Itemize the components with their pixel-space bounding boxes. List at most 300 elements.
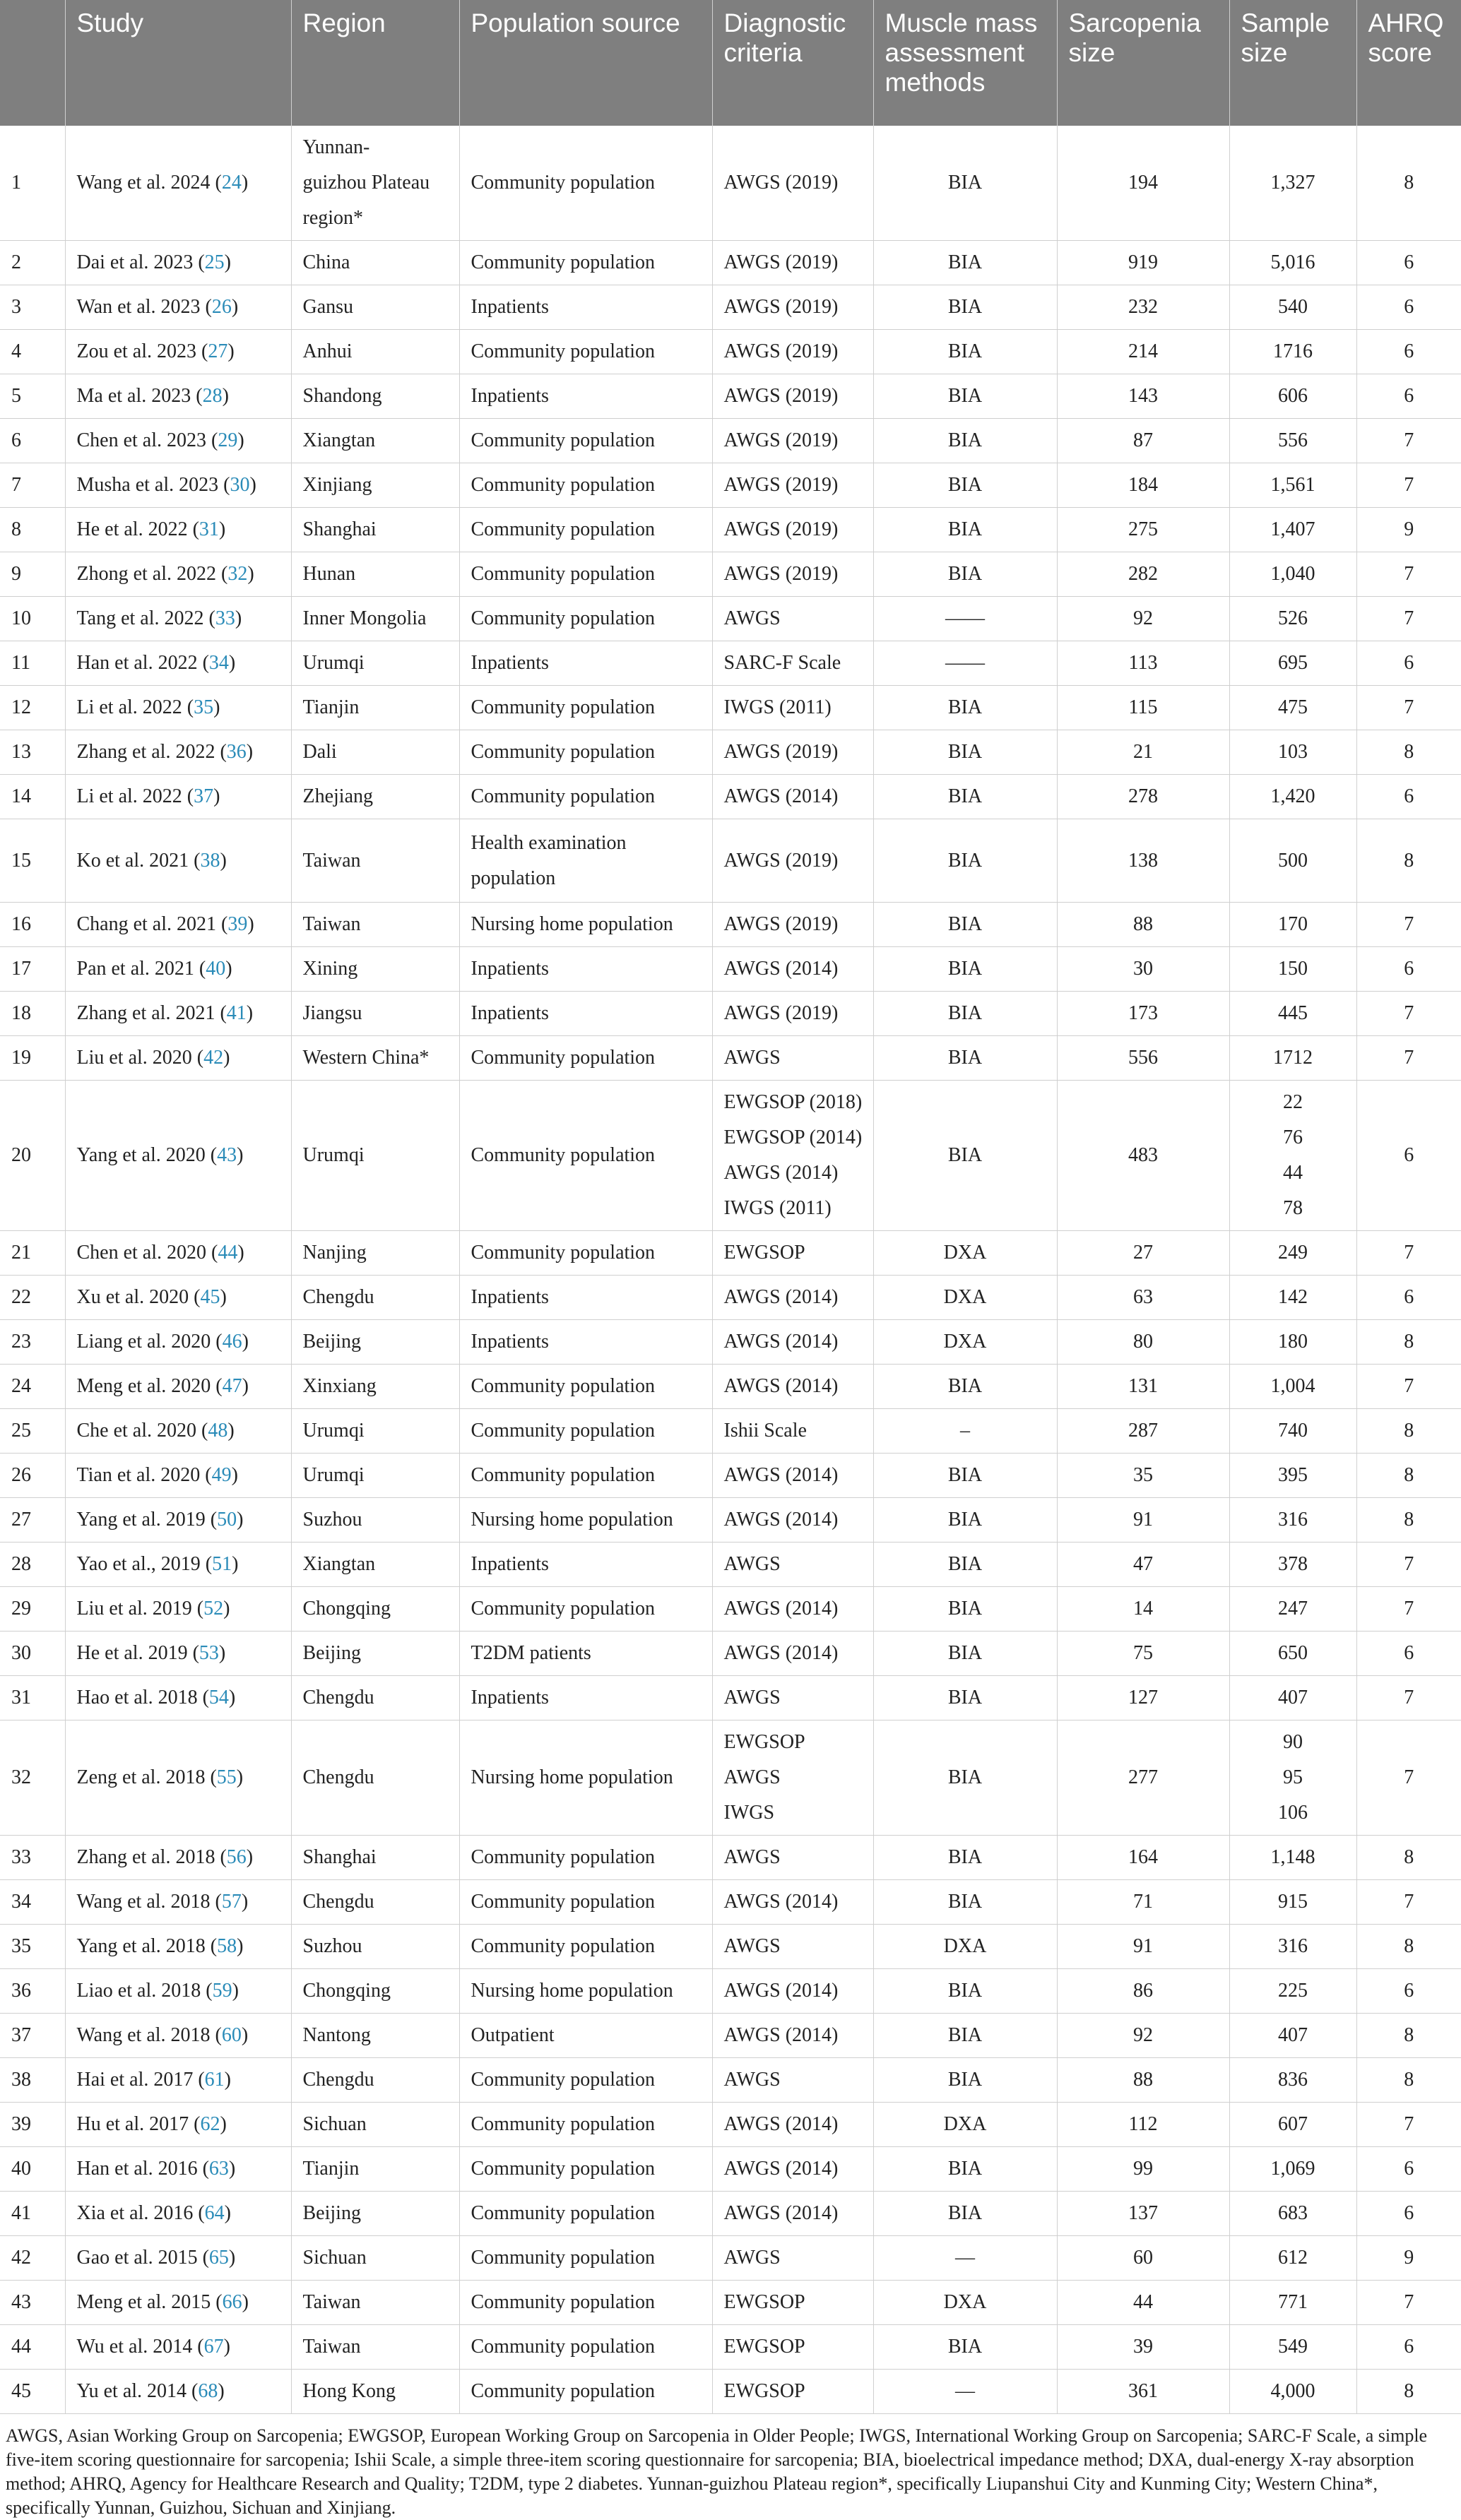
cell-text: 8 (1404, 1464, 1414, 1486)
cell-line: AWGS (2019) (723, 340, 839, 362)
table-row (0, 686, 1461, 730)
cell-population-source (459, 2103, 712, 2147)
cell-text: BIA (947, 2202, 983, 2224)
cell-text: – (960, 1420, 970, 1442)
cell-line: Health examination (471, 831, 627, 854)
cell-line: 180 (1278, 1331, 1308, 1353)
cell-population-source (459, 1676, 712, 1720)
reference-link[interactable]: 57 (221, 1891, 242, 1913)
cell-line: Community population (471, 340, 656, 362)
cell-line: Taiwan (302, 2291, 361, 2313)
cell-diagnostic-criteria (712, 597, 873, 641)
cell-text: 8 (1404, 741, 1414, 763)
cell-sample-size (1229, 1587, 1356, 1632)
reference-link[interactable]: 45 (200, 1286, 220, 1308)
cell-diagnostic-criteria (712, 1498, 873, 1543)
cell-sarcopenia-size (1057, 1836, 1229, 1880)
cell-text: 99 (1133, 2158, 1153, 2180)
cell-line: 5,016 (1270, 251, 1315, 273)
study-author: Yang et al. 2019 (76, 1509, 206, 1531)
reference-link[interactable]: 54 (208, 1687, 229, 1708)
cell-line: Community population (471, 2247, 656, 2269)
cell-region (291, 419, 459, 463)
cell-line: AWGS (2019) (723, 563, 839, 585)
cell-text: 483 (1128, 1144, 1158, 1166)
cell-sample-size (1229, 597, 1356, 641)
cell-text: 7 (1404, 1047, 1414, 1069)
cell-sarcopenia-size (1057, 1036, 1229, 1081)
cell-population-source (459, 2147, 712, 2192)
cell-ahrq-score (1356, 2058, 1461, 2103)
cell-line: Chengdu (302, 2069, 374, 2091)
cell-muscle-mass-method (873, 374, 1057, 419)
cell-index (0, 1587, 65, 1632)
cell-ahrq-score (1356, 126, 1461, 241)
cell-text: 15 (11, 849, 31, 872)
cell-sample-size (1229, 1454, 1356, 1498)
cell-text: 32 (11, 1766, 31, 1788)
cell-text: 8 (1404, 1331, 1414, 1353)
study-author: Yu et al. 2014 (76, 2380, 187, 2402)
reference-link[interactable]: 38 (200, 849, 220, 872)
cell-text: 4 (11, 340, 21, 362)
cell-study: Hu et al. 2017 (62) (65, 2103, 291, 2147)
cell-sample-size (1229, 2192, 1356, 2236)
cell-population-source (459, 2325, 712, 2370)
cell-text: 36 (11, 1980, 31, 2002)
cell-muscle-mass-method (873, 2147, 1057, 2192)
cell-study: Yang et al. 2020 (43) (65, 1081, 291, 1231)
cell-text: 7 (1404, 1375, 1414, 1397)
cell-sarcopenia-size (1057, 947, 1229, 992)
cell-text: 8 (1404, 2069, 1414, 2091)
header-row (0, 0, 1461, 126)
cell-sarcopenia-size (1057, 2192, 1229, 2236)
table-body (0, 126, 1461, 2414)
cell-muscle-mass-method (873, 1543, 1057, 1587)
study-author: Tian et al. 2020 (76, 1464, 201, 1486)
cell-line: 76 (1283, 1127, 1303, 1148)
cell-muscle-mass-method (873, 947, 1057, 992)
cell-muscle-mass-method (873, 2192, 1057, 2236)
cell-sarcopenia-size (1057, 285, 1229, 330)
cell-text: 43 (11, 2291, 31, 2313)
cell-text: 28 (11, 1553, 31, 1575)
reference-link[interactable]: 28 (202, 385, 223, 407)
reference-link[interactable]: 52 (203, 1598, 224, 1619)
cell-line: Community population (471, 1935, 656, 1957)
cell-text: 112 (1128, 2113, 1158, 2135)
cell-line: AWGS (723, 1553, 781, 1575)
cell-study: Yu et al. 2014 (68) (65, 2370, 291, 2414)
reference-link[interactable]: 48 (208, 1420, 228, 1442)
cell-region (291, 2058, 459, 2103)
cell-region (291, 2103, 459, 2147)
cell-diagnostic-criteria (712, 1587, 873, 1632)
header-sarcopenia-size: Sarcopenia size (1057, 0, 1229, 126)
table-row (0, 1498, 1461, 1543)
cell-text: 6 (1404, 2202, 1414, 2224)
reference-link[interactable]: 29 (218, 429, 238, 451)
cell-index (0, 508, 65, 552)
cell-region (291, 686, 459, 730)
reference-link[interactable]: 68 (198, 2380, 218, 2402)
cell-sample-size (1229, 1925, 1356, 1969)
reference-link[interactable]: 56 (226, 1846, 247, 1868)
cell-ahrq-score (1356, 597, 1461, 641)
cell-ahrq-score (1356, 2103, 1461, 2147)
cell-study: Hai et al. 2017 (61) (65, 2058, 291, 2103)
cell-line: 95 (1283, 1766, 1303, 1788)
cell-index (0, 947, 65, 992)
cell-sarcopenia-size (1057, 2058, 1229, 2103)
cell-sample-size (1229, 1880, 1356, 1925)
reference-link[interactable]: 61 (204, 2069, 225, 2091)
cell-line: AWGS (2019) (723, 849, 839, 872)
cell-text: 8 (1404, 1509, 1414, 1531)
reference-link[interactable]: 24 (221, 172, 242, 194)
cell-text: 6 (1404, 251, 1414, 273)
cell-sample-size (1229, 419, 1356, 463)
cell-diagnostic-criteria (712, 775, 873, 819)
cell-text: 7 (1404, 913, 1414, 935)
cell-text: 21 (1133, 741, 1153, 763)
study-author: Pan et al. 2021 (76, 958, 194, 980)
reference-link[interactable]: 25 (204, 251, 225, 273)
reference-link[interactable]: 59 (212, 1980, 232, 2002)
cell-text: 20 (11, 1144, 31, 1166)
cell-line: Inpatients (471, 296, 549, 318)
cell-text: 91 (1133, 1935, 1153, 1957)
cell-line: AWGS (723, 1935, 781, 1957)
cell-line: AWGS (2014) (723, 2158, 839, 2180)
cell-text: 8 (1404, 1846, 1414, 1868)
cell-line: 316 (1278, 1935, 1308, 1957)
reference-link[interactable]: 65 (208, 2247, 229, 2269)
reference-link[interactable]: 30 (230, 474, 250, 496)
cell-line: 316 (1278, 1509, 1308, 1531)
cell-text: 7 (1404, 2113, 1414, 2135)
cell-population-source (459, 2370, 712, 2414)
cell-line: 475 (1278, 696, 1308, 718)
reference-link[interactable]: 40 (206, 958, 226, 980)
study-author: Liang et al. 2020 (76, 1331, 211, 1353)
study-author: Musha et al. 2023 (76, 474, 219, 496)
cell-sarcopenia-size (1057, 2014, 1229, 2058)
cell-study: Zou et al. 2023 (27) (65, 330, 291, 374)
cell-sample-size (1229, 285, 1356, 330)
table-row (0, 819, 1461, 903)
cell-muscle-mass-method (873, 508, 1057, 552)
reference-link[interactable]: 53 (199, 1642, 219, 1664)
cell-muscle-mass-method (873, 285, 1057, 330)
reference-link[interactable]: 31 (199, 518, 219, 540)
reference-link[interactable]: 37 (194, 785, 214, 807)
cell-ahrq-score (1356, 1409, 1461, 1454)
cell-line: Ishii Scale (723, 1420, 807, 1442)
cell-text: 7 (1404, 1598, 1414, 1619)
cell-sarcopenia-size (1057, 2370, 1229, 2414)
cell-line: AWGS (2014) (723, 2202, 839, 2224)
cell-line: 1,004 (1270, 1375, 1315, 1397)
cell-region (291, 2192, 459, 2236)
study-author: Dai et al. 2023 (76, 251, 194, 273)
cell-text: 29 (11, 1598, 31, 1619)
reference-link[interactable]: 42 (203, 1047, 224, 1069)
cell-diagnostic-criteria (712, 2192, 873, 2236)
cell-region (291, 508, 459, 552)
cell-line: Anhui (302, 340, 353, 362)
cell-line: Urumqi (302, 652, 365, 674)
cell-index (0, 1409, 65, 1454)
cell-diagnostic-criteria (712, 730, 873, 775)
cell-text: 11 (11, 652, 30, 674)
cell-text: 7 (1404, 607, 1414, 629)
cell-text: 17 (11, 958, 31, 980)
cell-sarcopenia-size (1057, 241, 1229, 285)
study-author: Meng et al. 2015 (76, 2291, 211, 2313)
reference-link[interactable]: 43 (217, 1144, 237, 1166)
cell-line: AWGS (723, 2069, 781, 2091)
cell-text: 137 (1128, 2202, 1158, 2224)
reference-link[interactable]: 36 (226, 741, 247, 763)
cell-line: Beijing (302, 1642, 361, 1664)
cell-text: 232 (1128, 296, 1158, 318)
cell-line: AWGS (2014) (723, 1375, 839, 1397)
cell-text: 214 (1128, 340, 1158, 362)
cell-sample-size (1229, 241, 1356, 285)
cell-line: AWGS (2014) (723, 1286, 839, 1308)
reference-link[interactable]: 35 (194, 696, 214, 718)
cell-study: Yang et al. 2018 (58) (65, 1925, 291, 1969)
cell-line: Gansu (302, 296, 354, 318)
cell-text: 164 (1128, 1846, 1158, 1868)
cell-text: 9 (1404, 2247, 1414, 2269)
cell-sarcopenia-size (1057, 1880, 1229, 1925)
study-author: Chen et al. 2020 (76, 1242, 207, 1264)
cell-line: IWGS (723, 1802, 775, 1824)
cell-text: 6 (1404, 2158, 1414, 2180)
cell-region (291, 1720, 459, 1836)
cell-sample-size (1229, 1969, 1356, 2014)
cell-diagnostic-criteria (712, 1543, 873, 1587)
cell-muscle-mass-method (873, 2370, 1057, 2414)
cell-index (0, 1454, 65, 1498)
cell-text: 10 (11, 607, 31, 629)
cell-muscle-mass-method (873, 1081, 1057, 1231)
cell-text: BIA (947, 429, 983, 451)
study-author: Zhong et al. 2022 (76, 563, 217, 585)
cell-text: 71 (1133, 1891, 1153, 1913)
cell-population-source (459, 1498, 712, 1543)
cell-sarcopenia-size (1057, 1276, 1229, 1320)
cell-diagnostic-criteria (712, 1409, 873, 1454)
cell-muscle-mass-method (873, 1320, 1057, 1365)
cell-index (0, 1543, 65, 1587)
cell-line: 1716 (1273, 340, 1313, 362)
cell-sarcopenia-size (1057, 463, 1229, 508)
cell-sarcopenia-size (1057, 597, 1229, 641)
cell-text: BIA (947, 296, 983, 318)
cell-region (291, 819, 459, 903)
cell-text: 39 (11, 2113, 31, 2135)
cell-population-source (459, 1587, 712, 1632)
cell-ahrq-score (1356, 2236, 1461, 2281)
cell-index (0, 775, 65, 819)
cell-line: 247 (1278, 1598, 1308, 1619)
cell-ahrq-score (1356, 2147, 1461, 2192)
cell-population-source (459, 730, 712, 775)
cell-index (0, 641, 65, 686)
cell-line: 1,040 (1270, 563, 1315, 585)
reference-link[interactable]: 64 (204, 2202, 225, 2224)
cell-line: AWGS (2019) (723, 429, 839, 451)
cell-study: Chen et al. 2023 (29) (65, 419, 291, 463)
table-row (0, 2147, 1461, 2192)
cell-sarcopenia-size (1057, 2325, 1229, 2370)
reference-link[interactable]: 46 (222, 1331, 242, 1353)
cell-line: SARC-F Scale (723, 652, 841, 674)
cell-line: AWGS (2019) (723, 913, 839, 935)
cell-population-source (459, 1543, 712, 1587)
cell-line: Xining (302, 958, 358, 980)
cell-text: BIA (947, 1642, 983, 1664)
cell-text: 39 (1133, 2336, 1153, 2358)
study-author: Yang et al. 2018 (76, 1935, 206, 1957)
study-author: Hai et al. 2017 (76, 2069, 194, 2091)
cell-line: AWGS (723, 2247, 781, 2269)
cell-muscle-mass-method (873, 597, 1057, 641)
header-index (0, 0, 65, 126)
cell-text: 6 (1404, 296, 1414, 318)
cell-ahrq-score (1356, 463, 1461, 508)
cell-study: Yao et al., 2019 (51) (65, 1543, 291, 1587)
cell-muscle-mass-method (873, 1409, 1057, 1454)
cell-sample-size (1229, 1036, 1356, 1081)
cell-text: BIA (947, 385, 983, 407)
cell-sarcopenia-size (1057, 1632, 1229, 1676)
reference-link[interactable]: 55 (216, 1766, 237, 1788)
cell-sarcopenia-size (1057, 1587, 1229, 1632)
reference-link[interactable]: 62 (200, 2113, 220, 2135)
cell-region (291, 2236, 459, 2281)
cell-muscle-mass-method (873, 2325, 1057, 2370)
cell-ahrq-score (1356, 330, 1461, 374)
cell-ahrq-score (1356, 947, 1461, 992)
cell-diagnostic-criteria (712, 2014, 873, 2058)
cell-population-source (459, 2014, 712, 2058)
table-row (0, 1409, 1461, 1454)
cell-text: 19 (11, 1047, 31, 1069)
reference-link[interactable]: 44 (218, 1242, 238, 1264)
cell-sample-size (1229, 730, 1356, 775)
cell-text: BIA (947, 2069, 983, 2091)
reference-link[interactable]: 47 (222, 1375, 242, 1397)
cell-diagnostic-criteria (712, 1081, 873, 1231)
cell-line: Suzhou (302, 1935, 362, 1957)
cell-region (291, 241, 459, 285)
cell-text: 194 (1128, 172, 1158, 194)
cell-study: He et al. 2022 (31) (65, 508, 291, 552)
cell-line: Community population (471, 563, 656, 585)
cell-diagnostic-criteria (712, 1036, 873, 1081)
cell-line: Community population (471, 251, 656, 273)
cell-sample-size (1229, 903, 1356, 947)
cell-text: 14 (11, 785, 31, 807)
cell-line: 103 (1278, 741, 1308, 763)
reference-link[interactable]: 51 (212, 1553, 232, 1575)
cell-sample-size (1229, 1276, 1356, 1320)
cell-sample-size (1229, 775, 1356, 819)
study-author: Ma et al. 2023 (76, 385, 191, 407)
reference-link[interactable]: 26 (211, 296, 232, 318)
cell-ahrq-score (1356, 2014, 1461, 2058)
cell-text: 7 (1404, 696, 1414, 718)
cell-population-source (459, 1880, 712, 1925)
reference-link[interactable]: 63 (208, 2158, 229, 2180)
cell-line: 500 (1278, 849, 1308, 872)
cell-text: DXA (943, 2291, 987, 2313)
cell-line: Community population (471, 429, 656, 451)
cell-sarcopenia-size (1057, 2103, 1229, 2147)
cell-line: IWGS (2011) (723, 1197, 832, 1219)
cell-line: Beijing (302, 2202, 361, 2224)
reference-link[interactable]: 67 (203, 2336, 224, 2358)
cell-sarcopenia-size (1057, 330, 1229, 374)
header-diagnostic-criteria: Diagnostic criteria (712, 0, 873, 126)
cell-ahrq-score (1356, 1969, 1461, 2014)
cell-ahrq-score (1356, 2281, 1461, 2325)
cell-sarcopenia-size (1057, 641, 1229, 686)
table-row (0, 374, 1461, 419)
cell-sarcopenia-size (1057, 730, 1229, 775)
cell-text: BIA (947, 958, 983, 980)
reference-link[interactable]: 41 (226, 1002, 247, 1024)
table-row (0, 241, 1461, 285)
cell-line: Community population (471, 2291, 656, 2313)
cell-region (291, 2281, 459, 2325)
cell-sample-size (1229, 1676, 1356, 1720)
cell-line: Chongqing (302, 1598, 391, 1619)
reference-link[interactable]: 66 (222, 2291, 242, 2313)
reference-link[interactable]: 58 (217, 1935, 237, 1957)
reference-link[interactable]: 34 (208, 652, 229, 674)
cell-text: 6 (1404, 1144, 1414, 1166)
reference-link[interactable]: 27 (208, 340, 228, 362)
reference-link[interactable]: 33 (215, 607, 235, 629)
study-author: Gao et al. 2015 (76, 2247, 198, 2269)
study-author: Zhang et al. 2018 (76, 1846, 215, 1868)
cell-sample-size (1229, 2236, 1356, 2281)
reference-link[interactable]: 50 (217, 1509, 237, 1531)
cell-ahrq-score (1356, 775, 1461, 819)
cell-line: Nursing home population (471, 913, 673, 935)
cell-line: Beijing (302, 1331, 361, 1353)
cell-index (0, 2325, 65, 2370)
cell-diagnostic-criteria (712, 903, 873, 947)
cell-line: Chongqing (302, 1980, 391, 2002)
cell-region (291, 330, 459, 374)
cell-sample-size (1229, 552, 1356, 597)
study-author: Wang et al. 2024 (76, 172, 211, 194)
reference-link[interactable]: 39 (227, 913, 248, 935)
reference-link[interactable]: 60 (221, 2024, 242, 2046)
cell-text: 22 (11, 1286, 31, 1308)
cell-diagnostic-criteria (712, 1836, 873, 1880)
reference-link[interactable]: 32 (227, 563, 248, 585)
cell-muscle-mass-method (873, 1365, 1057, 1409)
reference-link[interactable]: 49 (211, 1464, 232, 1486)
